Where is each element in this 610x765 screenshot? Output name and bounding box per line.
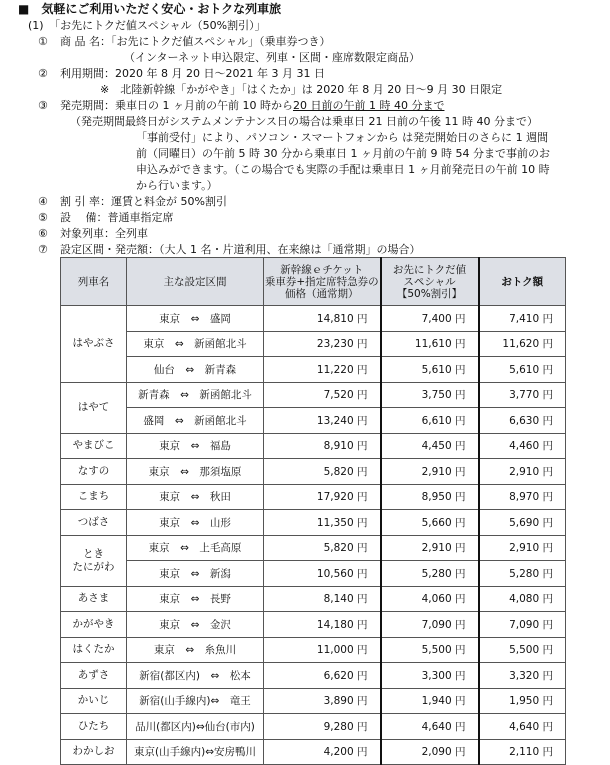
savings-cell: 5,690 円 bbox=[479, 510, 566, 536]
price-cell: 23,230 円 bbox=[264, 331, 381, 357]
doc-item-line: ※ 北陸新幹線「かがやき」「はくたか」は 2020 年 8 月 20 日～9 月 30 日限定 bbox=[100, 83, 503, 96]
price-cell: 14,180 円 bbox=[264, 612, 381, 638]
savings-cell: 2,910 円 bbox=[479, 459, 566, 485]
special-price-cell: 3,300 円 bbox=[381, 663, 479, 689]
table-row bbox=[61, 357, 566, 383]
header-savings: おトク額 bbox=[479, 258, 566, 306]
doc-item-line: （発売期間最終日がシステムメンテナンス日の場合は乗車日 21 日前の午後 11 時 40 分まで） bbox=[70, 115, 538, 128]
train-name: かいじ bbox=[61, 688, 127, 714]
savings-cell: 5,500 円 bbox=[479, 637, 566, 663]
special-price-cell: 1,940 円 bbox=[381, 688, 479, 714]
doc-item-line bbox=[38, 210, 174, 225]
table-row bbox=[61, 331, 566, 357]
special-price-cell: 2,090 円 bbox=[381, 739, 479, 765]
doc-item-line bbox=[38, 242, 421, 257]
savings-cell: 5,280 円 bbox=[479, 561, 566, 587]
train-name: こまち bbox=[61, 484, 127, 510]
savings-cell: 7,090 円 bbox=[479, 612, 566, 638]
train-name: わかしお bbox=[61, 739, 127, 765]
special-price-cell: 5,660 円 bbox=[381, 510, 479, 536]
table-header-row bbox=[61, 258, 566, 306]
table-row bbox=[61, 561, 566, 587]
doc-heading: ■ 気軽にご利用いただく安心・おトクな列車旅 bbox=[18, 2, 282, 16]
item-number: ⑥ bbox=[38, 227, 48, 240]
table-row bbox=[61, 739, 566, 765]
savings-cell: 4,460 円 bbox=[479, 433, 566, 459]
route-cell: 東京 ⇔ 新函館北斗 bbox=[127, 331, 264, 357]
price-cell: 8,910 円 bbox=[264, 433, 381, 459]
savings-cell: 5,610 円 bbox=[479, 357, 566, 383]
table-row bbox=[61, 510, 566, 536]
route-cell: 東京 ⇔ 那須塩原 bbox=[127, 459, 264, 485]
savings-cell: 3,320 円 bbox=[479, 663, 566, 689]
item-text: ：乗車日の 1 ヶ月前の午前 10 時から bbox=[104, 99, 293, 112]
route-cell: 東京 ⇔ 盛岡 bbox=[127, 306, 264, 332]
route-cell: 仙台 ⇔ 新青森 bbox=[127, 357, 264, 383]
header-train: 列車名 bbox=[61, 258, 127, 306]
savings-cell: 7,410 円 bbox=[479, 306, 566, 332]
price-cell: 11,350 円 bbox=[264, 510, 381, 536]
doc-item-line: 「事前受付」により、パソコン・スマートフォンから は発売開始日のさらに 1 週間 bbox=[136, 131, 549, 144]
train-name: つばさ bbox=[61, 510, 127, 536]
route-cell: 新宿(都区内) ⇔ 松本 bbox=[127, 663, 264, 689]
route-cell: 東京(山手線内)⇔安房鴨川 bbox=[127, 739, 264, 765]
item-number: ② bbox=[38, 67, 48, 80]
special-price-cell: 7,400 円 bbox=[381, 306, 479, 332]
table-row bbox=[61, 663, 566, 689]
special-price-cell: 4,060 円 bbox=[381, 586, 479, 612]
doc-item-line: （インターネット申込限定、列車・区間・座席数限定商品） bbox=[124, 51, 421, 64]
savings-cell: 2,910 円 bbox=[479, 535, 566, 561]
special-price-cell: 4,450 円 bbox=[381, 433, 479, 459]
item-text: ：2020 年 8 月 20 日～2021 年 3 月 31 日 bbox=[104, 67, 325, 80]
table-row bbox=[61, 612, 566, 638]
doc-item-line bbox=[38, 98, 444, 113]
price-cell: 3,890 円 bbox=[264, 688, 381, 714]
doc-item-line: から行います。） bbox=[136, 179, 218, 192]
route-cell: 東京 ⇔ 長野 bbox=[127, 586, 264, 612]
item-text: ：（大人 1 名・片道利用、在来線は「通常期」の場合） bbox=[148, 243, 421, 256]
route-cell: 東京 ⇔ 糸魚川 bbox=[127, 637, 264, 663]
section-title: (1) 「お先にトクだ値スペシャル（50%割引）」 bbox=[28, 19, 266, 32]
item-label: 設 備 bbox=[60, 211, 97, 224]
item-text: ：全列車 bbox=[104, 227, 148, 240]
doc-item-line bbox=[38, 226, 148, 241]
header-special: お先にトクだ値 スペシャル 【50%割引】 bbox=[381, 258, 479, 306]
special-price-cell: 3,750 円 bbox=[381, 382, 479, 408]
price-cell: 10,560 円 bbox=[264, 561, 381, 587]
item-label: 対象列車 bbox=[60, 227, 104, 240]
item-number: ① bbox=[38, 35, 48, 48]
train-name: はやて bbox=[61, 382, 127, 433]
special-price-cell: 6,610 円 bbox=[381, 408, 479, 434]
table-row bbox=[61, 459, 566, 485]
special-price-cell: 5,500 円 bbox=[381, 637, 479, 663]
table-row bbox=[61, 484, 566, 510]
item-label: 商 品 名 bbox=[60, 35, 100, 48]
train-name: かがやき bbox=[61, 612, 127, 638]
route-cell: 東京 ⇔ 新潟 bbox=[127, 561, 264, 587]
price-cell: 4,200 円 bbox=[264, 739, 381, 765]
price-cell: 13,240 円 bbox=[264, 408, 381, 434]
route-cell: 東京 ⇔ 金沢 bbox=[127, 612, 264, 638]
fare-table bbox=[60, 257, 566, 765]
doc-item-line bbox=[38, 66, 325, 81]
doc-item-line: 申込みができます。（この場合でも実際の手配は乗車日 1 ヶ月前発売日の午前 10 時 bbox=[136, 163, 550, 176]
price-cell: 11,000 円 bbox=[264, 637, 381, 663]
item-text: ：「お先にトクだ値スペシャル」（乗車券つき） bbox=[100, 35, 331, 48]
special-price-cell: 4,640 円 bbox=[381, 714, 479, 740]
route-cell: 盛岡 ⇔ 新函館北斗 bbox=[127, 408, 264, 434]
route-cell: 東京 ⇔ 秋田 bbox=[127, 484, 264, 510]
train-name: あずさ bbox=[61, 663, 127, 689]
item-label: 発売期間 bbox=[60, 99, 104, 112]
price-cell: 5,820 円 bbox=[264, 535, 381, 561]
route-cell: 東京 ⇔ 上毛高原 bbox=[127, 535, 264, 561]
special-price-cell: 8,950 円 bbox=[381, 484, 479, 510]
route-cell: 新青森 ⇔ 新函館北斗 bbox=[127, 382, 264, 408]
table-row bbox=[61, 306, 566, 332]
header-price: 新幹線ｅチケット 乗車券+指定席特急券の 価格（通常期） bbox=[264, 258, 381, 306]
price-cell: 9,280 円 bbox=[264, 714, 381, 740]
item-number: ③ bbox=[38, 99, 48, 112]
doc-item-line bbox=[38, 194, 227, 209]
table-row bbox=[61, 637, 566, 663]
price-cell: 7,520 円 bbox=[264, 382, 381, 408]
special-price-cell: 5,280 円 bbox=[381, 561, 479, 587]
route-cell: 品川(都区内)⇔仙台(市内) bbox=[127, 714, 264, 740]
savings-cell: 4,080 円 bbox=[479, 586, 566, 612]
item-label: 割 引 率 bbox=[60, 195, 100, 208]
train-name: とき たにがわ bbox=[61, 535, 127, 586]
train-name: なすの bbox=[61, 459, 127, 485]
route-cell: 新宿(山手線内)⇔ 竜王 bbox=[127, 688, 264, 714]
price-cell: 17,920 円 bbox=[264, 484, 381, 510]
table-row bbox=[61, 688, 566, 714]
table-row bbox=[61, 714, 566, 740]
train-name: はくたか bbox=[61, 637, 127, 663]
item-label: 設定区間・発売額 bbox=[60, 243, 148, 256]
savings-cell: 3,770 円 bbox=[479, 382, 566, 408]
special-price-cell: 2,910 円 bbox=[381, 459, 479, 485]
train-name: やまびこ bbox=[61, 433, 127, 459]
header-route: 主な設定区間 bbox=[127, 258, 264, 306]
price-cell: 8,140 円 bbox=[264, 586, 381, 612]
route-cell: 東京 ⇔ 福島 bbox=[127, 433, 264, 459]
special-price-cell: 7,090 円 bbox=[381, 612, 479, 638]
price-cell: 14,810 円 bbox=[264, 306, 381, 332]
savings-cell: 11,620 円 bbox=[479, 331, 566, 357]
special-price-cell: 2,910 円 bbox=[381, 535, 479, 561]
special-price-cell: 5,610 円 bbox=[381, 357, 479, 383]
train-name: はやぶさ bbox=[61, 306, 127, 383]
item-text: ：普通車指定席 bbox=[96, 211, 174, 224]
doc-item-line bbox=[38, 34, 331, 49]
item-number: ⑦ bbox=[38, 243, 48, 256]
price-cell: 5,820 円 bbox=[264, 459, 381, 485]
item-underline-text: 20 日前の午前 1 時 40 分まで bbox=[292, 99, 445, 112]
table-row bbox=[61, 408, 566, 434]
savings-cell: 2,110 円 bbox=[479, 739, 566, 765]
item-number: ⑤ bbox=[38, 211, 48, 224]
table-row bbox=[61, 535, 566, 561]
table-row bbox=[61, 433, 566, 459]
train-name: ひたち bbox=[61, 714, 127, 740]
savings-cell: 6,630 円 bbox=[479, 408, 566, 434]
table-row bbox=[61, 382, 566, 408]
savings-cell: 1,950 円 bbox=[479, 688, 566, 714]
special-price-cell: 11,610 円 bbox=[381, 331, 479, 357]
savings-cell: 8,970 円 bbox=[479, 484, 566, 510]
doc-item-line: 前（同曜日）の午前 5 時 30 分から乗車日 1 ヶ月前の午前 9 時 54 分まで事前のお bbox=[136, 147, 550, 160]
price-cell: 6,620 円 bbox=[264, 663, 381, 689]
savings-cell: 4,640 円 bbox=[479, 714, 566, 740]
item-number: ④ bbox=[38, 195, 48, 208]
price-cell: 11,220 円 bbox=[264, 357, 381, 383]
item-label: 利用期間 bbox=[60, 67, 104, 80]
item-text: ：運賃と料金が 50%割引 bbox=[100, 195, 227, 208]
train-name: あさま bbox=[61, 586, 127, 612]
route-cell: 東京 ⇔ 山形 bbox=[127, 510, 264, 536]
table-row bbox=[61, 586, 566, 612]
